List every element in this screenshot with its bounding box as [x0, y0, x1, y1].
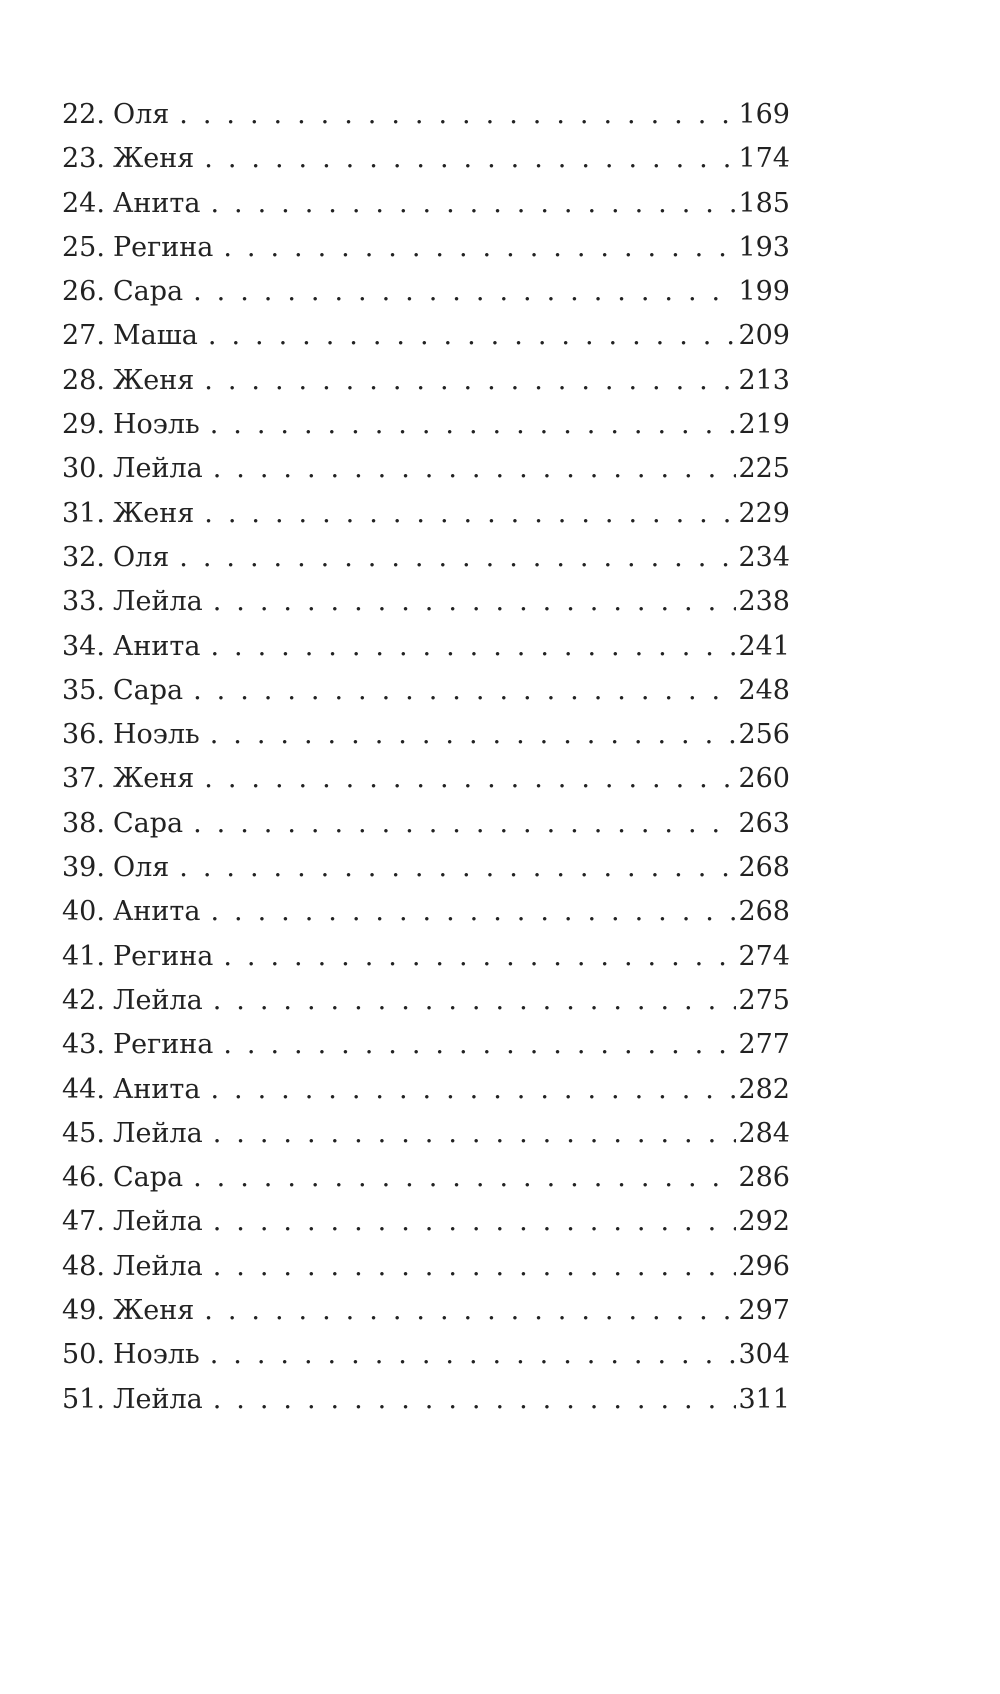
entry-number: 42. [62, 984, 105, 1016]
entry-number: 41. [62, 940, 105, 972]
entry-number: 37. [62, 763, 105, 795]
entry-page-number: 277 [738, 1029, 790, 1061]
entry-title: Анита [112, 1073, 201, 1105]
entry-title: Анита [112, 630, 201, 662]
entry-number: 47. [62, 1206, 105, 1238]
entry-title: Сара [112, 1162, 184, 1194]
entry-title: Женя [112, 497, 195, 529]
toc-entry[interactable] [62, 580, 790, 624]
entry-number: 49. [62, 1295, 105, 1327]
dot-leader [193, 1156, 736, 1200]
entry-number: 27. [62, 320, 105, 352]
toc-entry[interactable] [62, 1200, 790, 1244]
dot-leader [223, 1023, 736, 1067]
toc-entry[interactable] [62, 1245, 790, 1289]
entry-number: 30. [62, 453, 105, 485]
dot-leader [193, 669, 736, 713]
dot-leader [213, 580, 737, 624]
entry-page-number: 169 [738, 99, 790, 130]
dot-leader [210, 403, 737, 447]
entry-page-number: 284 [738, 1117, 790, 1149]
toc-entry[interactable] [62, 1333, 790, 1377]
dot-leader [213, 447, 737, 491]
dot-leader [204, 492, 736, 536]
dot-leader [213, 979, 737, 1023]
entry-number: 50. [62, 1339, 105, 1371]
entry-title: Сара [112, 674, 184, 706]
toc-entry[interactable] [62, 979, 790, 1023]
entry-page-number: 268 [738, 852, 790, 884]
toc-entry[interactable] [62, 1112, 790, 1156]
entry-title: Ноэль [112, 1339, 200, 1371]
dot-leader [210, 890, 736, 934]
entry-number: 46. [62, 1162, 105, 1194]
entry-page-number: 297 [738, 1295, 790, 1327]
entry-page-number: 174 [738, 143, 790, 175]
entry-number: 33. [62, 586, 105, 618]
entry-number: 43. [62, 1029, 105, 1061]
toc-entry[interactable] [62, 935, 790, 979]
dot-leader [204, 1289, 736, 1333]
toc-entry[interactable] [62, 536, 790, 580]
entry-title: Оля [112, 852, 170, 884]
entry-title: Анита [112, 187, 201, 219]
dot-leader [213, 1112, 737, 1156]
dot-leader [210, 1333, 737, 1377]
toc-entry[interactable] [62, 226, 790, 270]
entry-page-number: 282 [738, 1073, 790, 1105]
dot-leader [208, 314, 737, 358]
dot-leader [204, 137, 736, 181]
entry-page-number: 286 [738, 1162, 790, 1194]
entry-title: Лейла [112, 1117, 203, 1149]
entry-number: 29. [62, 409, 105, 441]
entry-title: Регина [112, 940, 214, 972]
dot-leader [210, 713, 737, 757]
entry-page-number: 241 [738, 630, 790, 662]
entry-page-number: 304 [738, 1339, 790, 1371]
entry-number: 23. [62, 143, 105, 175]
entry-title: Женя [112, 763, 195, 795]
toc-entry[interactable] [62, 1023, 790, 1067]
entry-page-number: 275 [738, 984, 790, 1016]
entry-title: Женя [112, 364, 195, 396]
toc-entry[interactable] [62, 492, 790, 536]
toc-entry[interactable] [62, 314, 790, 358]
entry-title: Сара [112, 276, 184, 308]
dot-leader [213, 1245, 737, 1289]
entry-title: Женя [112, 1295, 195, 1327]
dot-leader [179, 536, 736, 580]
dot-leader [210, 182, 736, 226]
entry-page-number: 193 [738, 231, 790, 263]
dot-leader [210, 1068, 736, 1112]
toc-entry[interactable] [62, 846, 790, 890]
entry-page-number: 238 [738, 586, 790, 618]
entry-title: Регина [112, 231, 214, 263]
entry-number: 48. [62, 1250, 105, 1282]
entry-number: 39. [62, 852, 105, 884]
entry-title: Оля [112, 99, 170, 130]
entry-title: Сара [112, 807, 184, 839]
entry-page-number: 229 [738, 497, 790, 529]
dot-leader [213, 1200, 737, 1244]
dot-leader [210, 625, 736, 669]
entry-page-number: 256 [738, 719, 790, 751]
entry-number: 35. [62, 674, 105, 706]
entry-number: 38. [62, 807, 105, 839]
entry-page-number: 225 [738, 453, 790, 485]
entry-title: Лейла [112, 1206, 203, 1238]
entry-title: Анита [112, 896, 201, 928]
dot-leader [204, 757, 736, 801]
entry-page-number: 209 [738, 320, 790, 352]
toc-entry[interactable] [62, 1068, 790, 1112]
entry-page-number: 311 [738, 1383, 790, 1415]
entry-number: 40. [62, 896, 105, 928]
entry-page-number: 263 [738, 807, 790, 839]
toc-entry[interactable] [62, 757, 790, 801]
dot-leader [193, 802, 736, 846]
dot-leader [204, 359, 736, 403]
entry-number: 22. [62, 99, 105, 130]
toc-entry[interactable] [62, 1289, 790, 1333]
entry-title: Лейла [112, 586, 203, 618]
entry-page-number: 260 [738, 763, 790, 795]
entry-number: 31. [62, 497, 105, 529]
toc-entry[interactable] [62, 1378, 790, 1422]
toc-entry[interactable] [62, 713, 790, 757]
entry-page-number: 248 [738, 674, 790, 706]
entry-title: Ноэль [112, 719, 200, 751]
entry-number: 51. [62, 1383, 105, 1415]
entry-title: Женя [112, 143, 195, 175]
entry-page-number: 296 [738, 1250, 790, 1282]
toc-entry[interactable] [62, 359, 790, 403]
toc-entry[interactable] [62, 403, 790, 447]
toc-entry[interactable] [62, 802, 790, 846]
entry-number: 24. [62, 187, 105, 219]
toc-entry[interactable] [62, 137, 790, 181]
entry-number: 28. [62, 364, 105, 396]
entry-number: 34. [62, 630, 105, 662]
entry-number: 25. [62, 231, 105, 263]
entry-title: Лейла [112, 984, 203, 1016]
toc-entry[interactable] [62, 890, 790, 934]
entry-title: Ноэль [112, 409, 200, 441]
entry-title: Лейла [112, 1250, 203, 1282]
table-of-contents [62, 93, 790, 1422]
toc-entry[interactable] [62, 1156, 790, 1200]
entry-title: Оля [112, 541, 170, 573]
entry-page-number: 213 [738, 364, 790, 396]
entry-number: 32. [62, 541, 105, 573]
entry-page-number: 292 [738, 1206, 790, 1238]
toc-entry[interactable] [62, 625, 790, 669]
toc-entry[interactable] [62, 270, 790, 314]
dot-leader [223, 935, 736, 979]
dot-leader [223, 226, 736, 270]
toc-entry[interactable] [62, 447, 790, 491]
toc-entry[interactable] [62, 182, 790, 226]
entry-number: 44. [62, 1073, 105, 1105]
entry-title: Лейла [112, 1383, 203, 1415]
entry-title: Лейла [112, 453, 203, 485]
dot-leader [179, 93, 736, 137]
entry-number: 36. [62, 719, 105, 751]
dot-leader [179, 846, 736, 890]
dot-leader [213, 1378, 737, 1422]
entry-number: 45. [62, 1117, 105, 1149]
entry-title: Регина [112, 1029, 214, 1061]
entry-page-number: 234 [738, 541, 790, 573]
entry-page-number: 274 [738, 940, 790, 972]
entry-title: Маша [112, 320, 198, 352]
entry-page-number: 185 [738, 187, 790, 219]
dot-leader [193, 270, 736, 314]
entry-number: 26. [62, 276, 105, 308]
toc-entry[interactable] [62, 669, 790, 713]
toc-entry[interactable] [62, 93, 790, 137]
entry-page-number: 268 [738, 896, 790, 928]
entry-page-number: 219 [738, 409, 790, 441]
entry-page-number: 199 [738, 276, 790, 308]
